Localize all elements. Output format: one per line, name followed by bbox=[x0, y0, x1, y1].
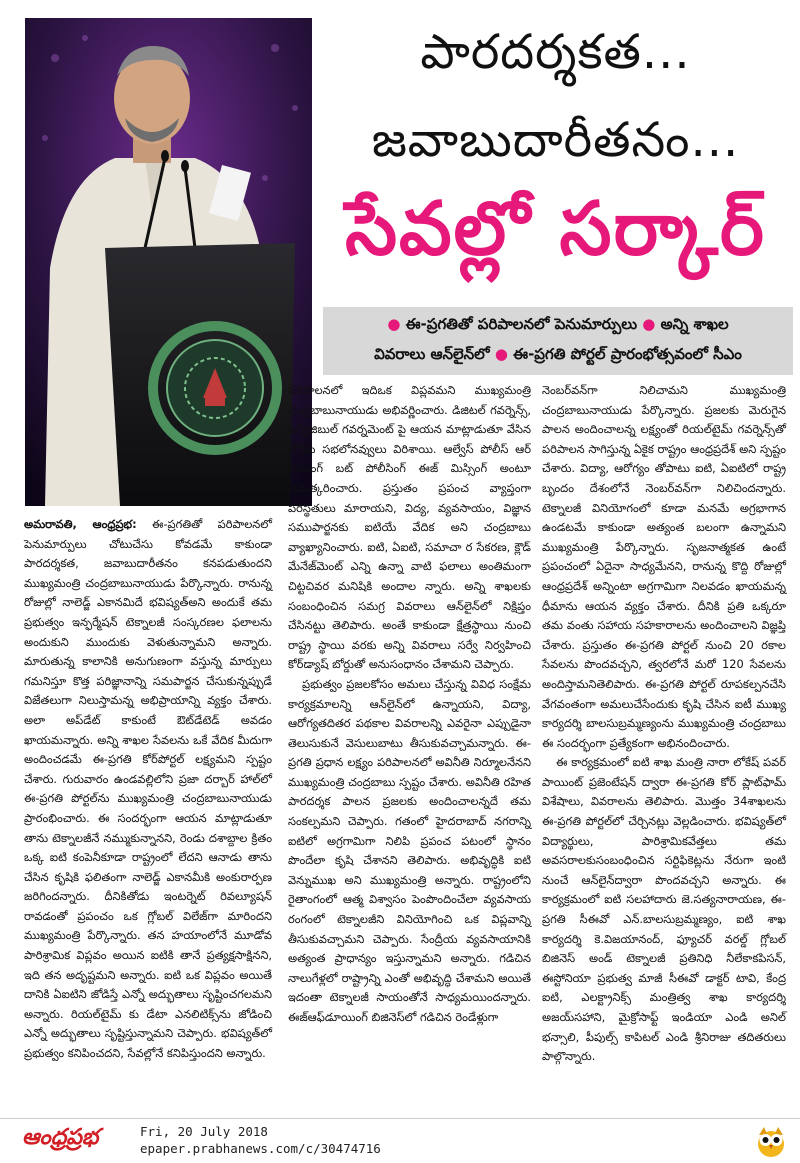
subheadline-item: ఈ-ప్రగతి పోర్టల్ ప్రారంభోత్సవంలో సీఎం bbox=[513, 345, 742, 363]
subheadline-item: అన్ని శాఖల bbox=[660, 315, 729, 333]
speaker-illustration bbox=[25, 18, 312, 506]
dateline: అమరావతి, ఆంధ్రప్రభ: bbox=[24, 517, 137, 531]
logo[interactable] bbox=[22, 1125, 132, 1155]
article-column-1 bbox=[24, 515, 272, 1064]
logo-text: ఆంధ్రప్రభ bbox=[22, 1125, 99, 1150]
subheadline-line-1 bbox=[323, 315, 793, 337]
footer-date: Fri, 20 July 2018 bbox=[140, 1124, 268, 1139]
article-paragraph: ప్రభుత్వం ప్రజలకోసం అమలు చేస్తున్న వివిధ సంక్షేమ కార్యక్రమాలన్ని ఆన్‌లైన్‌లో ఉన్నాయని, విద్యా, ఆరోగ్యతదితర పథకాల వివరాలన్ని ఎవరైనా ఎప్పుడైనా తెలుసుకునే వెసులుబాటు తీసుకువచ్చామన్నారు. ఈ-ప్రగతి ప్రధాన లక్ష్యం పరిపాలనలో అవినీతి నిర్మూలనేనని ముఖ్యమంత్రి చంద్రబాబు స్పష్టం చేశారు. అవినీతి రహిత పారదర్శక పాలన ప్రజలకు అందించాలన్నదే తమ సంకల్పమని చెప్పారు. గతంలో హైదరాబాద్ నగరాన్ని ఐటిలో అగ్రగామిగా నిలిపి ప్రపంచ పటంలో స్థానం పొందేలా కృషి చేశానని తెలిపారు. అభివృద్ధికి ఐటి వెన్నుముఖ అని ముఖ్యమంత్రి అన్నారు. రాష్ట్రంలోని రైతాంగంలో ఆత్మ విశ్వాసం పెంపొందించేలా వ్యవసాయ రంగంలో టెక్నాలజీని వినియోగించి ఒక విప్లవాన్ని తీసుకువచ్చామని చెప్పారు. సేంద్రీయ వ్యవసాయానికి అత్యంత ప్రాధాన్యం ఇస్తున్నామని అన్నారు. గడిచిన నాలుగేళ్లలో రాష్ట్రాన్ని ఎంతో అభివృద్ధి చేశామని అయితే ఇదంతా టెక్నాలజీ సాయంతోనే సాధ్యమయిందన్నారు. ఈజ్‌ఆఫ్‌డూయింగ్ బిజినెస్‌లో గడిచిన రెండేళ్లుగా bbox=[288, 676, 531, 1024]
paragraph-text: ఈ-ప్రగతితో పరిపాలనలో పెనుమార్పులు చోటుచేసు కోవడమే కాకుండా పారదర్శకత, జవాబుదారీతనం కనపడుతుందని ముఖ్యమంత్రి చంద్రబాబునాయుడు పేర్కొన్నారు. రానున్న రోజుల్లో నాలెడ్జ్ ఎకానమిదే భవిష్యత్‌అని అందుకే తమ ప్రభుత్వం ఇన్ఫర్మేషన్ టెక్నాలజీ సంస్కరణల ఫలాలను అందుకుని ముందుకు వెళుతున్నామని అన్నారు. మారుతున్న కాలానికి అనుగుణంగా వస్తున్న మార్పులు గమనిస్తూ కొత్త పరిజ్ఞానాన్ని సమపార్జన చేసుకున్నప్పుడే విజేతలుగా నిలుస్తామన్న అభిప్రాయాన్ని వ్యక్తం చేశారు. అలా అప్‌డేట్ కాకుంటే ఔట్‌డేటెడ్ అవడం ఖాయమన్నారు. అన్ని శాఖల సేవలను ఒకే వేదిక మీదుగా అందించడమే ఈ-ప్రగతి కోర్‌పోర్టల్ లక్ష్యమని స్పష్టం చేశారు. గురువారం ఉండవల్లిలోని ప్రజా దర్బార్ హాల్‌లో ఈ-ప్రగతి పోర్టల్‌ను ముఖ్యమంత్రి చంద్రబాబునాయుడు ప్రారంభించారు. ఈ సందర్భంగా ఆయన మాట్లాడుతూ తాను టెక్నాలజీనే నమ్ముకున్నానని, రెండు దశాబ్దాల క్రితం ఒక్క ఐటి కంపెనీకూడా రాష్ట్రంలో లేదని ఆనాడు తాను చేసిన కృషికి ఫలితంగా నాలెడ్జ్ ఎకానమీకి అంకురార్పణ జరిగిందన్నారు. దీనికితోడు ఇంటర్నెట్ రివల్యూషన్ రావడంతో ప్రపంచం ఒక గ్లోబల్ విలేజ్‌గా మారిందని ముఖ్యమంత్రి పేర్కొన్నారు. తన హయాంలోనే మూడోవ పారిశ్రామిక విప్లవం అయిన ఐటికి తానే ప్రత్యక్షసాక్షినని, ఇది తన అదృష్టమని అన్నారు. ఐటి ఒక విప్లవం అయితే దానికి ఏఐటిని జోడిస్తే ఎన్నో అద్భుతాలు సృష్టించగలమని అన్నారు. రియల్‌టైమ్ కు డేటా ఎనలిటిక్స్‌ను జోడించి ఎన్నో అద్భుతాలు సృష్టిస్తున్నామని చెప్పారు. భవిష్యత్‌లో ప్రభుత్వం కనిపించదని, సేవల్లోనే కనిపిస్తుందని అన్నారు. bbox=[24, 517, 273, 1061]
bullet-icon: ● bbox=[387, 315, 401, 333]
subheadline-item: ఈ-ప్రగతితో పరిపాలనలో పెనుమార్పులు bbox=[405, 315, 638, 333]
subheadline-line-2 bbox=[323, 345, 793, 367]
bullet-icon: ● bbox=[642, 315, 656, 333]
owl-icon[interactable] bbox=[753, 1123, 789, 1159]
article-column-3 bbox=[542, 381, 786, 1067]
subheadline-box bbox=[323, 307, 793, 375]
footer-url[interactable]: epaper.prabhanews.com/c/30474716 bbox=[140, 1141, 381, 1156]
article-paragraph bbox=[24, 515, 272, 1064]
headline-line-1: పారదర్శకత... bbox=[420, 24, 691, 80]
bullet-icon: ● bbox=[494, 345, 508, 363]
article-column-2 bbox=[288, 381, 531, 1028]
subheadline-item: వివరాలు ఆన్‌లైన్‌లో bbox=[374, 345, 490, 363]
headline-line-2: జవాబుదారీతనం... bbox=[371, 112, 740, 168]
article-paragraph: ఈ కార్యక్రమంలో ఐటి శాఖ మంత్రి నారా లోకేష్ పవర్ పాయింట్ ప్రజెంటేషన్ ద్వారా ఈ-ప్రగతి కోర్ ప్లాట్‌ఫామ్ విశేషాలు, వివరాలను తెలిపారు. మొత్తం 34శాఖలను ఈ-ప్రగతి పోర్టల్‌లో చేర్చినట్లు వెల్లడించారు. భవిష్యత్‌లో విద్యార్థులు, పారిశ్రామికవేత్తలు తమ అవసరాలకుసంబంధించిన సర్టిఫికెట్లను నేరుగా ఇంటి నుంచే ఆన్‌లైన్‌ద్వారా పొందవచ్చని అన్నారు. ఈ కార్యక్రమంలో ఐటి సలహాదారు జె.సత్యనారాయణ, ఈ-ప్రగతి సీఈవో ఎన్.బాలసుబ్రమ్మణ్యం, ఐటి శాఖ కార్యదర్శి కె.విజయానంద్, ఫ్యూచర్ వరల్డ్ గ్లోబల్ బిజినెస్ అండ్ టెక్నాలజీ ప్రతినిధి నీలేకాకపిసన్, ఈస్టోనియా ప్రభుత్వ మాజీ సీఈవో డాక్టర్ టావి, కేంద్ర ఐటి, ఎలక్ట్రానిక్స్ మంత్రిత్వ శాఖ కార్యదర్శి అజయ్‌సహాని, మైక్రోసాఫ్ట్ ఇండియా ఎండి అనిల్ భన్సాలి, పీపుల్స్ కాపిటల్ ఎండి శ్రీనిరాజు తదితరులు పాల్గొన్నారు. bbox=[542, 755, 786, 1064]
article-photo bbox=[25, 18, 312, 506]
footer bbox=[0, 1118, 800, 1163]
headline-main: సేవల్లో సర్కార్ bbox=[345, 186, 766, 272]
article-paragraph: పరిపాలనలో ఇదిఒక విప్లవమని ముఖ్యమంత్రి చంద్రబాబునాయుడు అభివర్ణించారు. డిజిటల్ గవర్నెన్స్, ఇన్విజిబుల్ గవర్నమెంట్ పై ఆయన మాట్లాడుతూ వేసిన జోక్‌కు సభలోనవ్వులు విరిశాయి. ఆల్వేస్ పోలీస్ ఆర్ సీయింగ్ బట్ పోలీసింగ్ ఈజ్ మిస్సింగ్ అంటూ చమత్కరించారు. ప్రస్తుతం ప్రపంచ వ్యాప్తంగా పరిస్థితులు మారాయని, విద్య, వ్యవసాయం, విజ్ఞాన సముపార్జనకు ఐటియే వేదిక అని చంద్రబాబు వ్యాఖ్యానించారు. ఐటి, ఏఐటి, సమాచా ర సేకరణ, క్లౌడ్ మేనేజ్‌మెంట్ ఎన్ని ఉన్నా వాటి ఫలాలు అంతిమంగా చిట్టచివర మనిషికి అందాల న్నారు. అన్ని శాఖలకు సంబంధించిన సమగ్ర వివరాలు ఆన్‌లైన్‌లో నిక్షిప్తం చేసినట్టు తెలిపారు. అంతే కాకుండా క్షేత్రస్థాయి నుంచి రాష్ట్ర స్థాయి వరకు అన్ని వివరాలు సర్వే నిర్వహించి కోర్‌డ్యాష్ బోర్డుతో అనుసంధానం చేశామని చెప్పారు. bbox=[288, 383, 531, 672]
footer-info bbox=[140, 1123, 381, 1157]
article-paragraph: నెంబర్‌వన్‌గా నిలిచామని ముఖ్యమంత్రి చంద్రబాబునాయుడు పేర్కొన్నారు. ప్రజలకు మెరుగైన పాలన అందించాలన్న లక్ష్యంతో రియల్‌టైమ్ గవర్నెన్స్‌తో పరిపాలన సాగిస్తున్న ఏకైక రాష్ట్రం ఆంధ్రప్రదేశ్ అని స్పష్టం చేశారు. విద్యా, ఆరోగ్యం తోపాటు ఐటి, ఏఐటిలో రాష్ట్ర బృందం దేశంలోనే నెంబర్‌వన్‌గా నిలిచిందన్నారు. టెక్నాలజీ వినియోగంలో కూడా మనమే అగ్రభాగాన ఉండటమే కాకుండా అత్యంత బలంగా ఉన్నామని ముఖ్యమంత్రి పేర్కొన్నారు. సృజనాత్మకత ఉంటే ప్రపంచంలో ఏదైనా సాధ్యమేనని, రానున్న కొద్ది రోజుల్లో ఆంధ్రప్రదేశ్ అన్నింటా అగ్రగామిగా నిలవడం ఖాయమన్న ధీమాను ఆయన వ్యక్తం చేశారు. దీనికి ప్రతి ఒక్కరూ తమ వంతు సహాయ సహకారాలను అందించాలని విజ్ఞప్తి చేశారు. ప్రస్తుతం ఈ-ప్రగతి పోర్టల్ నుంచి 20 రకాల సేవలను పొందవచ్చని, త్వరలోనే మరో 120 సేవలను అందిస్తామనితెలిపారు. ఈ-ప్రగతి పోర్టల్ రూపకల్పనచేసి వేగవంతంగా అమలుచేసేందుకు కృషి చేసిన ఐటీ ముఖ్య కార్యదర్శి బాలసుబ్రమ్మణ్యంను ముఖ్యమంత్రి చంద్రబాబు ఈ సందర్భంగా ప్రత్యేకంగా అభినందించారు. bbox=[542, 383, 786, 750]
headline bbox=[318, 18, 793, 303]
